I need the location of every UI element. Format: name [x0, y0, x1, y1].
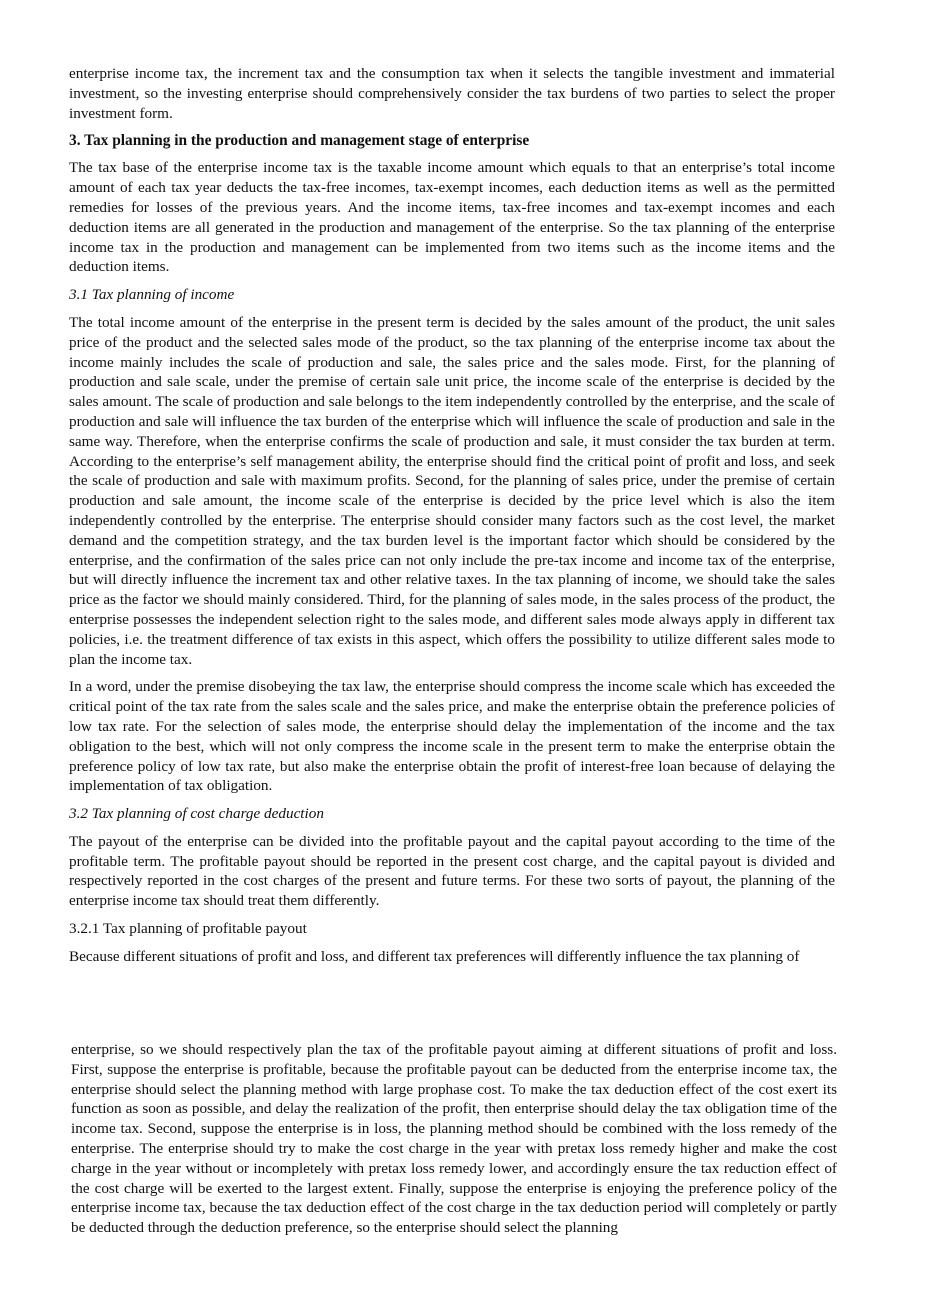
continued-column — [71, 1040, 837, 1246]
section-3-1-heading: 3.1 Tax planning of income — [69, 286, 235, 304]
top-paragraph: enterprise income tax, the increment tax and the consumption tax when it selects the tangible investment and immaterial investment, so the investing enterprise should comprehensively consider the tax burdens of two parties to select the proper investment form. — [69, 65, 835, 122]
section-3-intro: The tax base of the enterprise income tax is the taxable income amount which equals to that an enterprise’s total income amount of each tax year deducts the tax-free incomes, tax-exempt incomes, each deduction items as well as the permitted remedies for losses of the previous years. And the income items, tax-free incomes and tax-exempt incomes and each deduction items are all generated in the production and management of the enterprise. So the tax planning of the enterprise income tax in the production and management can be implemented from two items such as the income items and the deduction items. — [69, 159, 835, 276]
section-3-2-paragraph: The payout of the enterprise can be divided into the profitable payout and the capital payout according to the time of the profitable term. The profitable payout should be reported in the present cost charge, and the capital payout is divided and respectively reported in the cost charges of the present and future terms. For these two sorts of payout, the planning of the enterprise income tax should treat them differently. — [69, 832, 835, 910]
section-3-2-1-heading: 3.2.1 Tax planning of profitable payout — [69, 920, 307, 938]
section-3-1-paragraph-1: The total income amount of the enterprise in the present term is decided by the sales amount of the product, the unit sales price of the product and the selected sales mode of the product, so the tax planning of the enterprise income tax about the income mainly includes the scale of production and sale, the sales price and the sales mode. First, for the planning of production and sale scale, under the premise of certain sale unit price, the income scale of the enterprise is decided by the sales amount. The scale of production and sale belongs to the item independently controlled by the enterprise, and the scale of production and sale will influence the tax burden of the enterprise which will influence the scale of production and sale in the same way. Therefore, when the enterprise confirms the scale of production and sale, it must consider the tax burden at term. According to the enterprise’s self management ability, the enterprise should find the critical point of profit and loss, and seek the scale of production and sale with maximum profits. Second, for the planning of sales price, under the premise of certain production and sale amount, the income scale of the enterprise is decided by the price level which is also the item independently controlled by the enterprise. The enterprise should consider many factors such as the cost level, the market demand and the competition strategy, and the tax burden level is the important factor which should be considered by the enterprise, and the confirmation of the sales price can not only include the pre-tax income and income tax of the enterprise, but will directly influence the increment tax and other relative taxes. In the tax planning of income, we should take the sales price as the factor we should mainly considered. Third, for the planning of sales mode, in the sales process of the product, the enterprise possesses the independent selection right to the sales mode, and different sales mode always apply in different tax policies, i.e. the treatment difference of tax exists in this aspect, which offers the possibility to utilize different sales mode to plan the income tax. — [69, 313, 835, 668]
section-3-heading: 3. Tax planning in the production and management stage of enterprise — [69, 132, 530, 150]
main-column — [69, 64, 835, 975]
section-3-2-heading: 3.2 Tax planning of cost charge deduction — [69, 805, 324, 823]
section-3-2-1-paragraph-start: Because different situations of profit and loss, and different tax preferences will differently influence the tax planning of — [69, 947, 800, 965]
section-3-1-paragraph-2: In a word, under the premise disobeying the tax law, the enterprise should compress the income scale which has exceeded the critical point of the tax rate from the sales scale and the sales price, and make the enterprise obtain the preference policies of low tax rate. For the selection of sales mode, the enterprise should delay the implementation of the income and the tax obligation to the best, which will not only compress the income scale in the present term to make the enterprise obtain the preference policy of low tax rate, but also make the enterprise obtain the profit of interest-free loan because of delaying the implementation of tax obligation. — [69, 678, 835, 795]
section-3-2-1-paragraph-continued: enterprise, so we should respectively plan the tax of the profitable payout aiming at different situations of profit and loss. First, suppose the enterprise is profitable, because the profitable payout can be deducted from the enterprise income tax, the enterprise should select the planning method with large prophase cost. To make the tax deduction effect of the cost exert its function as soon as possible, and delay the realization of the profit, then enterprise should delay the tax obligation time of the income tax. Second, suppose the enterprise is in loss, the planning method should be combined with the loss remedy of the enterprise. The enterprise should try to make the cost charge in the year with pretax loss remedy higher and make the cost charge in the year without or incompletely with pretax loss remedy lower, and accordingly ensure the tax reduction effect of the cost charge will be exerted to the largest extent. Finally, suppose the enterprise is enjoying the preference policy of the enterprise income tax, because the tax deduction effect of the cost charge in the tax deduction period will completely or partly be deducted through the deduction preference, so the enterprise should select the planning — [71, 1041, 837, 1237]
